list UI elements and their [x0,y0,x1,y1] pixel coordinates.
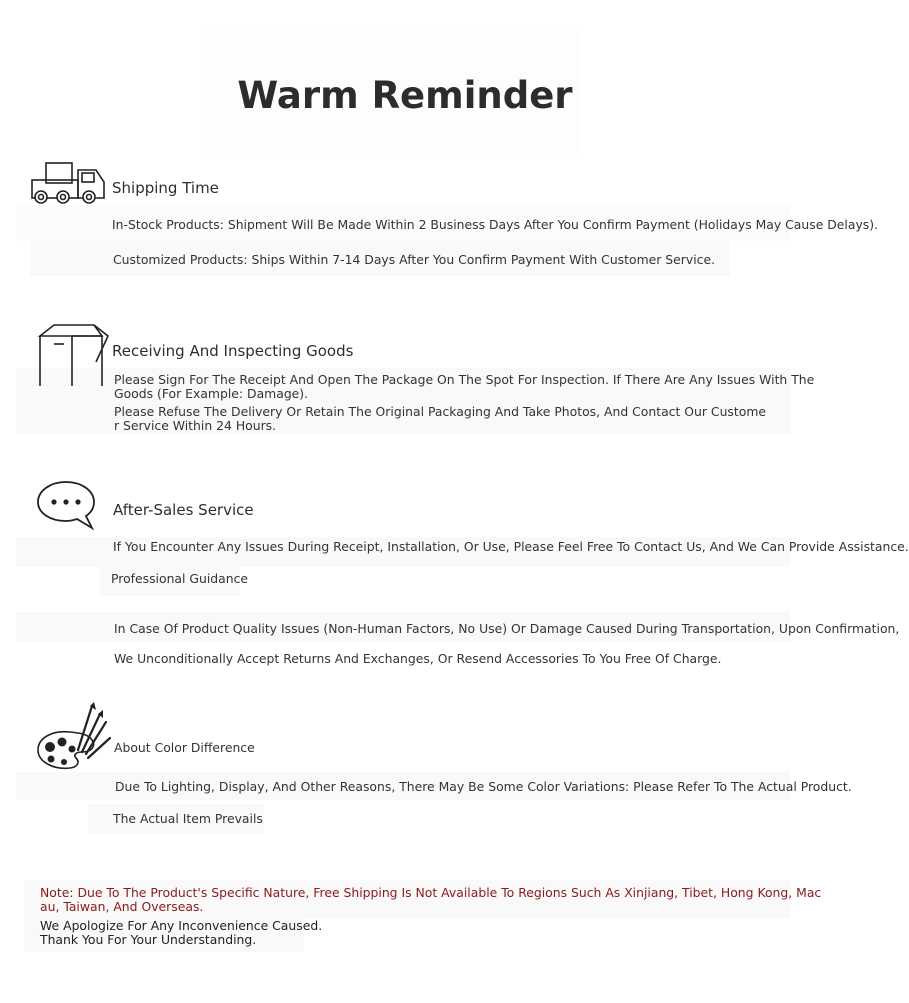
after-sales-line-1: If You Encounter Any Issues During Receipt, Installation, Or Use, Please Feel Free To Contact Us, And We Can Provide Assistance. [113,539,909,554]
receiving-para-2-line-2: r Service Within 24 Hours. [114,418,277,433]
truck-icon [30,160,108,208]
after-sales-line-3: In Case Of Product Quality Issues (Non-Human Factors, No Use) Or Damage Caused During Transportation, Upon Confirmation, [114,621,900,636]
chat-bubble-icon [36,478,98,534]
note-line-4: Thank You For Your Understanding. [40,932,257,947]
color-line-1: Due To Lighting, Display, And Other Reasons, There May Be Some Color Variations: Please Refer To The Actual Product. [115,779,852,794]
note-line-3: We Apologize For Any Inconvenience Caused. [40,918,323,933]
after-sales-line-2: Professional Guidance [111,571,249,586]
palette-icon [34,702,112,774]
after-sales-heading: After-Sales Service [113,501,254,519]
page-title: Warm Reminder [237,74,573,117]
receiving-heading: Receiving And Inspecting Goods [112,342,354,360]
shipping-line-1: In-Stock Products: Shipment Will Be Made Within 2 Business Days After You Confirm Payment (Holidays May Cause Delays). [112,217,879,232]
shipping-heading: Shipping Time [112,179,219,197]
receiving-para-1-line-2: Goods (For Example: Damage). [114,386,309,401]
color-heading: About Color Difference [114,740,255,755]
note-line-1: Note: Due To The Product's Specific Nature, Free Shipping Is Not Available To Regions Such As Xinjiang, Tibet, Hong Kong, Mac [40,885,822,900]
receiving-para-2-line-1: Please Refuse The Delivery Or Retain The Original Packaging And Take Photos, And Contact Our Custome [114,404,767,419]
color-line-2: The Actual Item Prevails [113,811,263,826]
box-icon [36,322,110,390]
after-sales-line-4: We Unconditionally Accept Returns And Exchanges, Or Resend Accessories To You Free Of Charge. [114,651,722,666]
shipping-line-2: Customized Products: Ships Within 7-14 Days After You Confirm Payment With Customer Service. [113,252,716,267]
note-line-2: au, Taiwan, And Overseas. [40,899,204,914]
receiving-para-1-line-1: Please Sign For The Receipt And Open The Package On The Spot For Inspection. If There Are Any Issues With The [114,372,815,387]
